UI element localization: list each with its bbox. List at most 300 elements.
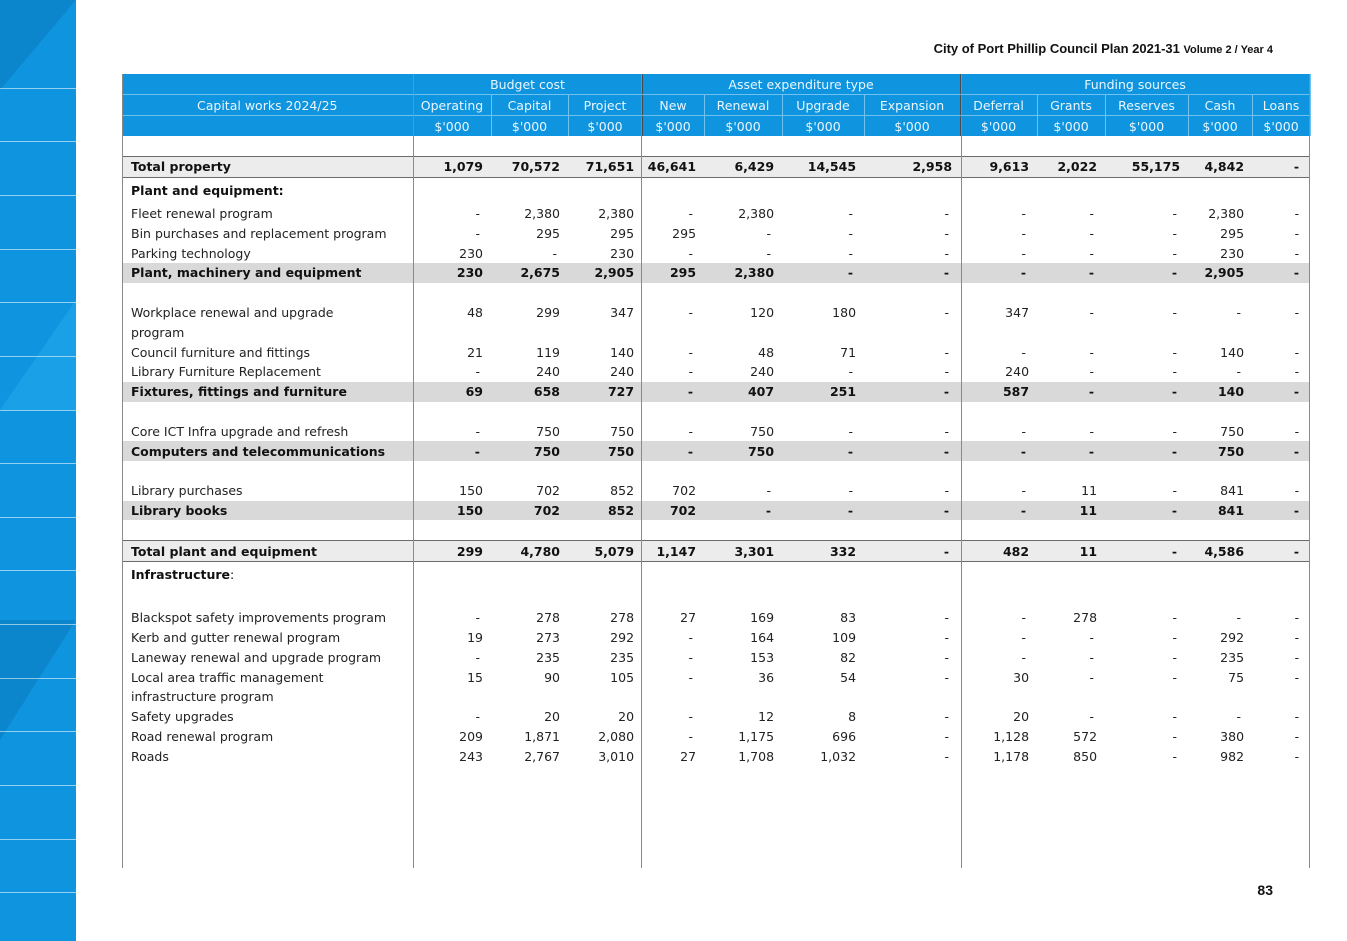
col-header-renewal: Renewal: [704, 95, 782, 116]
cell-loans: -: [1252, 501, 1310, 521]
cell-expansion: [864, 322, 960, 342]
cell-grants: [1037, 322, 1105, 342]
cell-project: 235: [610, 649, 635, 665]
cell-deferral: -: [1021, 629, 1027, 645]
table-row: [122, 727, 1310, 747]
cell-cash: 750: [1220, 423, 1245, 439]
row-label-text: Computers and telecommunications: [131, 443, 386, 459]
frame-line-budget: [641, 74, 642, 868]
group-label: Asset expenditure type: [728, 76, 874, 92]
cell-project: 5,079: [568, 541, 642, 562]
header-subtitle: Volume 2 / Year 4: [1183, 44, 1273, 56]
cell-loans: -: [1294, 728, 1300, 744]
cell-reserves: -: [1172, 649, 1178, 665]
cell-loans: -: [1252, 382, 1310, 402]
cell-loans: -: [1294, 423, 1300, 439]
cell-new: 1,147: [642, 541, 704, 562]
unit-label: $'000: [960, 116, 1037, 137]
col-header-upgrade: Upgrade: [782, 95, 864, 116]
cell-project: 105: [610, 669, 635, 685]
cell-upgrade: -: [848, 483, 854, 499]
cell-loans: -: [1294, 748, 1300, 764]
cell-expansion: -: [864, 263, 960, 283]
col-header-expansion: Expansion: [864, 95, 960, 116]
cell-capital: 235: [536, 649, 560, 665]
cell-loans: -: [1294, 205, 1300, 221]
cell-deferral: 1,178: [993, 748, 1030, 764]
cell-renewal: 12: [758, 709, 775, 725]
cell-renewal: 164: [750, 629, 775, 645]
table-row: [122, 362, 1310, 382]
cell-expansion: -: [944, 629, 950, 645]
col-header-operating: Operating: [413, 95, 491, 116]
frame-line-right: [1309, 74, 1310, 868]
row-label: [122, 421, 413, 441]
cell-operating: 150: [459, 483, 483, 499]
section-heading-row: [122, 561, 1310, 588]
cell-deferral: -: [1021, 245, 1027, 261]
cell-expansion: -: [944, 364, 950, 380]
cell-reserves: -: [1172, 728, 1178, 744]
table-row: [122, 421, 1310, 441]
page-number: 83: [1257, 882, 1273, 898]
cell-upgrade: 1,032: [820, 748, 857, 764]
cell-new: -: [688, 728, 694, 744]
col-header-deferral: Deferral: [960, 95, 1037, 116]
cell-upgrade: -: [848, 364, 854, 380]
cell-new: -: [642, 441, 704, 461]
spacer-row: [122, 136, 1310, 156]
cell-project: 292: [610, 629, 635, 645]
unit-label: $'000: [1252, 116, 1310, 137]
cell-operating: 230: [459, 245, 483, 261]
cell-capital: 658: [491, 382, 568, 402]
cell-upgrade: -: [848, 205, 854, 221]
cell-project: 852: [610, 483, 635, 499]
cell-operating: 150: [413, 501, 491, 521]
cell-operating: -: [475, 649, 480, 665]
cell-operating: -: [475, 423, 480, 439]
row-label-text: Library Furniture Replacement: [131, 364, 321, 380]
row-label: [122, 441, 413, 461]
cell-project: [568, 322, 642, 342]
cell-capital: 750: [536, 423, 560, 439]
cell-reserves: [1105, 561, 1188, 588]
cell-project: [568, 561, 642, 588]
table-row: [122, 342, 1310, 362]
cell-expansion: -: [944, 748, 950, 764]
cell-grants: -: [1089, 629, 1095, 645]
cell-capital: 70,572: [491, 156, 568, 177]
cell-reserves: -: [1172, 245, 1178, 261]
cell-loans: -: [1294, 245, 1300, 261]
cell-project: 727: [568, 382, 642, 402]
cell-cash: 982: [1220, 748, 1245, 764]
cell-grants: 278: [1073, 610, 1098, 626]
cell-expansion: -: [944, 709, 950, 725]
cell-new: -: [688, 364, 694, 380]
row-label: [122, 342, 413, 362]
spacer-row: [122, 283, 1310, 303]
cell-expansion: -: [944, 225, 950, 241]
cell-new: 27: [680, 610, 697, 626]
cell-expansion: -: [944, 344, 950, 360]
row-label: [122, 687, 413, 707]
cell-project: 20: [618, 709, 635, 725]
row-label-text: Safety upgrades: [131, 709, 234, 725]
cell-project: [568, 177, 642, 204]
cell-capital: 299: [536, 304, 560, 320]
cell-capital: 2,767: [524, 748, 560, 764]
cell-capital: 2,675: [491, 263, 568, 283]
cell-reserves: [1105, 322, 1188, 342]
cell-grants: 572: [1073, 728, 1098, 744]
group-label: Funding sources: [1084, 76, 1186, 92]
cell-cash: 4,586: [1188, 541, 1252, 562]
group-label: Budget cost: [490, 76, 565, 92]
cell-loans: [1252, 687, 1310, 707]
subtotal-row: [122, 263, 1310, 283]
cell-loans: -: [1294, 649, 1300, 665]
table-row: [122, 243, 1310, 263]
cell-operating: -: [475, 205, 480, 221]
cell-upgrade: -: [782, 263, 864, 283]
cell-deferral: 9,613: [960, 156, 1037, 177]
cell-renewal: 240: [750, 364, 775, 380]
cell-new: 702: [672, 483, 697, 499]
cell-upgrade: 109: [832, 629, 857, 645]
spacer-row: [122, 402, 1310, 422]
row-label-text: Local area traffic management: [131, 669, 324, 685]
cell-reserves: -: [1172, 748, 1178, 764]
cell-grants: -: [1089, 344, 1095, 360]
cell-expansion: -: [944, 649, 950, 665]
cell-capital: 2,380: [524, 205, 560, 221]
cell-renewal: 1,175: [738, 728, 775, 744]
row-label-text: Plant and equipment:: [131, 183, 284, 199]
row-label-text: Workplace renewal and upgrade: [131, 304, 334, 320]
row-label: [122, 561, 413, 588]
cell-reserves: [1105, 177, 1188, 204]
group-header-asset-expenditure: [642, 74, 960, 95]
cell-reserves: -: [1172, 423, 1178, 439]
cell-reserves: -: [1105, 441, 1188, 461]
cell-reserves: -: [1105, 263, 1188, 283]
row-label: [122, 727, 413, 747]
cell-deferral: -: [1021, 344, 1027, 360]
cell-expansion: -: [944, 423, 950, 439]
spacer-cell: [122, 461, 1310, 481]
capital-works-table-frame: [122, 74, 1310, 868]
row-label: [122, 223, 413, 243]
cell-capital: -: [552, 245, 557, 261]
cell-grants: -: [1089, 225, 1095, 241]
cell-deferral: -: [960, 501, 1037, 521]
cell-reserves: -: [1172, 669, 1178, 685]
document-header: [934, 41, 1273, 56]
cell-loans: -: [1294, 610, 1300, 626]
row-label-text: infrastructure program: [131, 689, 274, 705]
header-title: City of Port Phillip Council Plan 2021-31: [933, 41, 1180, 56]
cell-capital: 240: [536, 364, 560, 380]
row-label-text: Road renewal program: [131, 728, 274, 744]
cell-deferral: -: [960, 441, 1037, 461]
cell-loans: -: [1252, 541, 1310, 562]
cell-grants: -: [1037, 263, 1105, 283]
cell-new: -: [642, 382, 704, 402]
row-label: [122, 608, 413, 628]
spacer-row: [122, 461, 1310, 481]
spacer-row: [122, 520, 1310, 540]
cell-expansion: 2,958: [864, 156, 960, 177]
cell-renewal: -: [766, 483, 772, 499]
cell-new: 27: [680, 748, 697, 764]
unit-label: $'000: [413, 116, 491, 137]
unit-label: $'000: [782, 116, 864, 137]
section-heading-row: [122, 177, 1310, 204]
cell-deferral: [960, 322, 1037, 342]
cell-reserves: [1105, 687, 1188, 707]
cell-cash: -: [1236, 610, 1242, 626]
cell-upgrade: -: [782, 501, 864, 521]
cell-renewal: 750: [750, 423, 775, 439]
cell-loans: -: [1294, 344, 1300, 360]
cell-capital: 90: [544, 669, 560, 685]
cell-grants: 850: [1073, 748, 1098, 764]
cell-project: 750: [568, 441, 642, 461]
cell-project: 750: [610, 423, 635, 439]
unit-label: $'000: [704, 116, 782, 137]
cell-grants: [1037, 561, 1105, 588]
cell-cash: 841: [1188, 501, 1252, 521]
row-label-text: Infrastructure: [131, 567, 230, 583]
cell-renewal: 2,380: [704, 263, 782, 283]
cell-cash: 380: [1220, 728, 1245, 744]
cell-reserves: -: [1172, 344, 1178, 360]
cell-deferral: -: [1021, 225, 1027, 241]
cell-deferral: -: [1021, 423, 1027, 439]
spacer-cell: [122, 283, 1310, 303]
cell-cash: 140: [1188, 382, 1252, 402]
total-row: [122, 541, 1310, 562]
frame-line-left: [122, 74, 123, 868]
cell-renewal: [704, 177, 782, 204]
cell-cash: -: [1236, 304, 1242, 320]
col-header-capital: Capital: [491, 95, 568, 116]
row-label: [122, 501, 413, 521]
cell-operating: -: [475, 709, 480, 725]
cell-new: -: [688, 304, 694, 320]
table-row: [122, 687, 1310, 707]
cell-cash: 235: [1220, 649, 1245, 665]
table-row: [122, 707, 1310, 727]
cell-operating: -: [413, 441, 491, 461]
cell-renewal: [704, 687, 782, 707]
cell-grants: -: [1089, 669, 1095, 685]
cell-upgrade: 14,545: [782, 156, 864, 177]
cell-deferral: 347: [1005, 304, 1030, 320]
unit-label: $'000: [864, 116, 960, 137]
row-label: [122, 362, 413, 382]
row-label-text: Library books: [131, 502, 228, 518]
row-label-text: Fleet renewal program: [131, 205, 273, 221]
cell-capital: 1,871: [524, 728, 560, 744]
row-label-text: Fixtures, fittings and furniture: [131, 384, 347, 400]
cell-renewal: 120: [750, 304, 775, 320]
cell-renewal: -: [704, 501, 782, 521]
cell-deferral: -: [1021, 649, 1027, 665]
cell-new: [642, 687, 704, 707]
row-label-suffix: :: [230, 567, 235, 583]
table-row: [122, 608, 1310, 628]
table-row: [122, 303, 1310, 323]
cell-upgrade: 251: [782, 382, 864, 402]
cell-expansion: -: [944, 610, 950, 626]
row-label: [122, 707, 413, 727]
cell-deferral: 482: [960, 541, 1037, 562]
cell-grants: [1037, 687, 1105, 707]
cell-deferral: 1,128: [993, 728, 1030, 744]
cell-reserves: -: [1105, 541, 1188, 562]
cell-capital: 295: [536, 225, 560, 241]
cell-deferral: -: [1021, 610, 1027, 626]
cell-reserves: -: [1172, 629, 1178, 645]
row-label: [122, 322, 413, 342]
cell-expansion: -: [864, 382, 960, 402]
cell-renewal: [704, 322, 782, 342]
cell-new: 46,641: [642, 156, 704, 177]
row-label-text: Total property: [131, 159, 231, 175]
cell-upgrade: [782, 561, 864, 588]
cell-deferral: [960, 687, 1037, 707]
cell-new: -: [688, 245, 694, 261]
cell-renewal: 2,380: [738, 205, 775, 221]
cell-operating: 48: [467, 304, 483, 320]
row-label: [122, 667, 413, 687]
cell-new: -: [688, 205, 694, 221]
table-row: [122, 628, 1310, 648]
cell-deferral: 20: [1013, 709, 1030, 725]
col-header-new: New: [642, 95, 704, 116]
table-row: [122, 322, 1310, 342]
cell-operating: 1,079: [413, 156, 491, 177]
cell-renewal: 48: [758, 344, 775, 360]
row-label-text: Bin purchases and replacement program: [131, 225, 387, 241]
cell-expansion: [864, 561, 960, 588]
cell-cash: 75: [1228, 669, 1245, 685]
cell-cash: 292: [1220, 629, 1245, 645]
cell-grants: -: [1089, 709, 1095, 725]
cell-upgrade: 71: [840, 344, 857, 360]
cell-upgrade: -: [848, 423, 854, 439]
table-row: [122, 481, 1310, 501]
group-header-budget-cost: [413, 74, 642, 95]
cell-new: 295: [642, 263, 704, 283]
frame-line-asset: [961, 74, 962, 868]
cell-loans: -: [1294, 304, 1300, 320]
cell-grants: -: [1089, 423, 1095, 439]
spacer-row: [122, 588, 1310, 608]
cell-cash: -: [1236, 364, 1242, 380]
row-label-text: Blackspot safety improvements program: [131, 610, 387, 626]
cell-operating: [413, 177, 491, 204]
cell-grants: -: [1037, 382, 1105, 402]
row-label: [122, 303, 413, 323]
cell-expansion: -: [944, 304, 950, 320]
cell-loans: -: [1294, 629, 1300, 645]
cell-deferral: 240: [1005, 364, 1030, 380]
row-label-text: program: [131, 324, 185, 340]
cell-reserves: -: [1172, 304, 1178, 320]
cell-capital: 702: [491, 501, 568, 521]
cell-capital: 273: [536, 629, 560, 645]
cell-new: 295: [672, 225, 697, 241]
cell-reserves: -: [1105, 501, 1188, 521]
cell-cash: 140: [1220, 344, 1245, 360]
cell-renewal: -: [766, 245, 772, 261]
cell-loans: -: [1294, 483, 1300, 499]
cell-project: [568, 687, 642, 707]
cell-renewal: 169: [750, 610, 775, 626]
cell-reserves: -: [1172, 483, 1178, 499]
capital-works-table: [122, 74, 1311, 766]
row-label: [122, 156, 413, 177]
cell-renewal: [704, 561, 782, 588]
row-label-text: Library purchases: [131, 483, 243, 499]
cell-deferral: -: [1021, 483, 1027, 499]
row-label-text: Core ICT Infra upgrade and refresh: [131, 423, 349, 439]
cell-reserves: -: [1172, 610, 1178, 626]
cell-expansion: -: [864, 501, 960, 521]
cell-renewal: 6,429: [704, 156, 782, 177]
sidebar-decoration: [0, 0, 76, 941]
cell-project: 295: [610, 225, 635, 241]
cell-cash: 230: [1220, 245, 1245, 261]
cell-deferral: -: [1021, 205, 1027, 221]
cell-project: 140: [610, 344, 635, 360]
cell-grants: 11: [1081, 483, 1098, 499]
table-row: [122, 223, 1310, 243]
cell-operating: 69: [413, 382, 491, 402]
cell-upgrade: 696: [832, 728, 857, 744]
cell-project: 2,080: [598, 728, 635, 744]
cell-reserves: -: [1172, 205, 1178, 221]
cell-capital: [491, 322, 568, 342]
row-label: [122, 647, 413, 667]
col-header-loans: Loans: [1252, 95, 1310, 116]
cell-grants: 11: [1037, 501, 1105, 521]
row-label-text: Parking technology: [131, 245, 251, 261]
cell-new: [642, 561, 704, 588]
cell-loans: -: [1252, 156, 1310, 177]
cell-grants: -: [1089, 364, 1095, 380]
cell-capital: [491, 687, 568, 707]
subtotal-row: [122, 501, 1310, 521]
header-corner-spacer: [122, 74, 413, 95]
cell-cash: -: [1236, 709, 1242, 725]
cell-new: -: [688, 669, 694, 685]
cell-capital: 4,780: [491, 541, 568, 562]
row-label: [122, 204, 413, 224]
cell-deferral: [960, 561, 1037, 588]
cell-new: [642, 322, 704, 342]
cell-reserves: -: [1105, 382, 1188, 402]
table-row: [122, 647, 1310, 667]
cell-expansion: -: [944, 483, 950, 499]
cell-upgrade: [782, 322, 864, 342]
cell-reserves: -: [1172, 709, 1178, 725]
cell-cash: 2,380: [1208, 205, 1245, 221]
